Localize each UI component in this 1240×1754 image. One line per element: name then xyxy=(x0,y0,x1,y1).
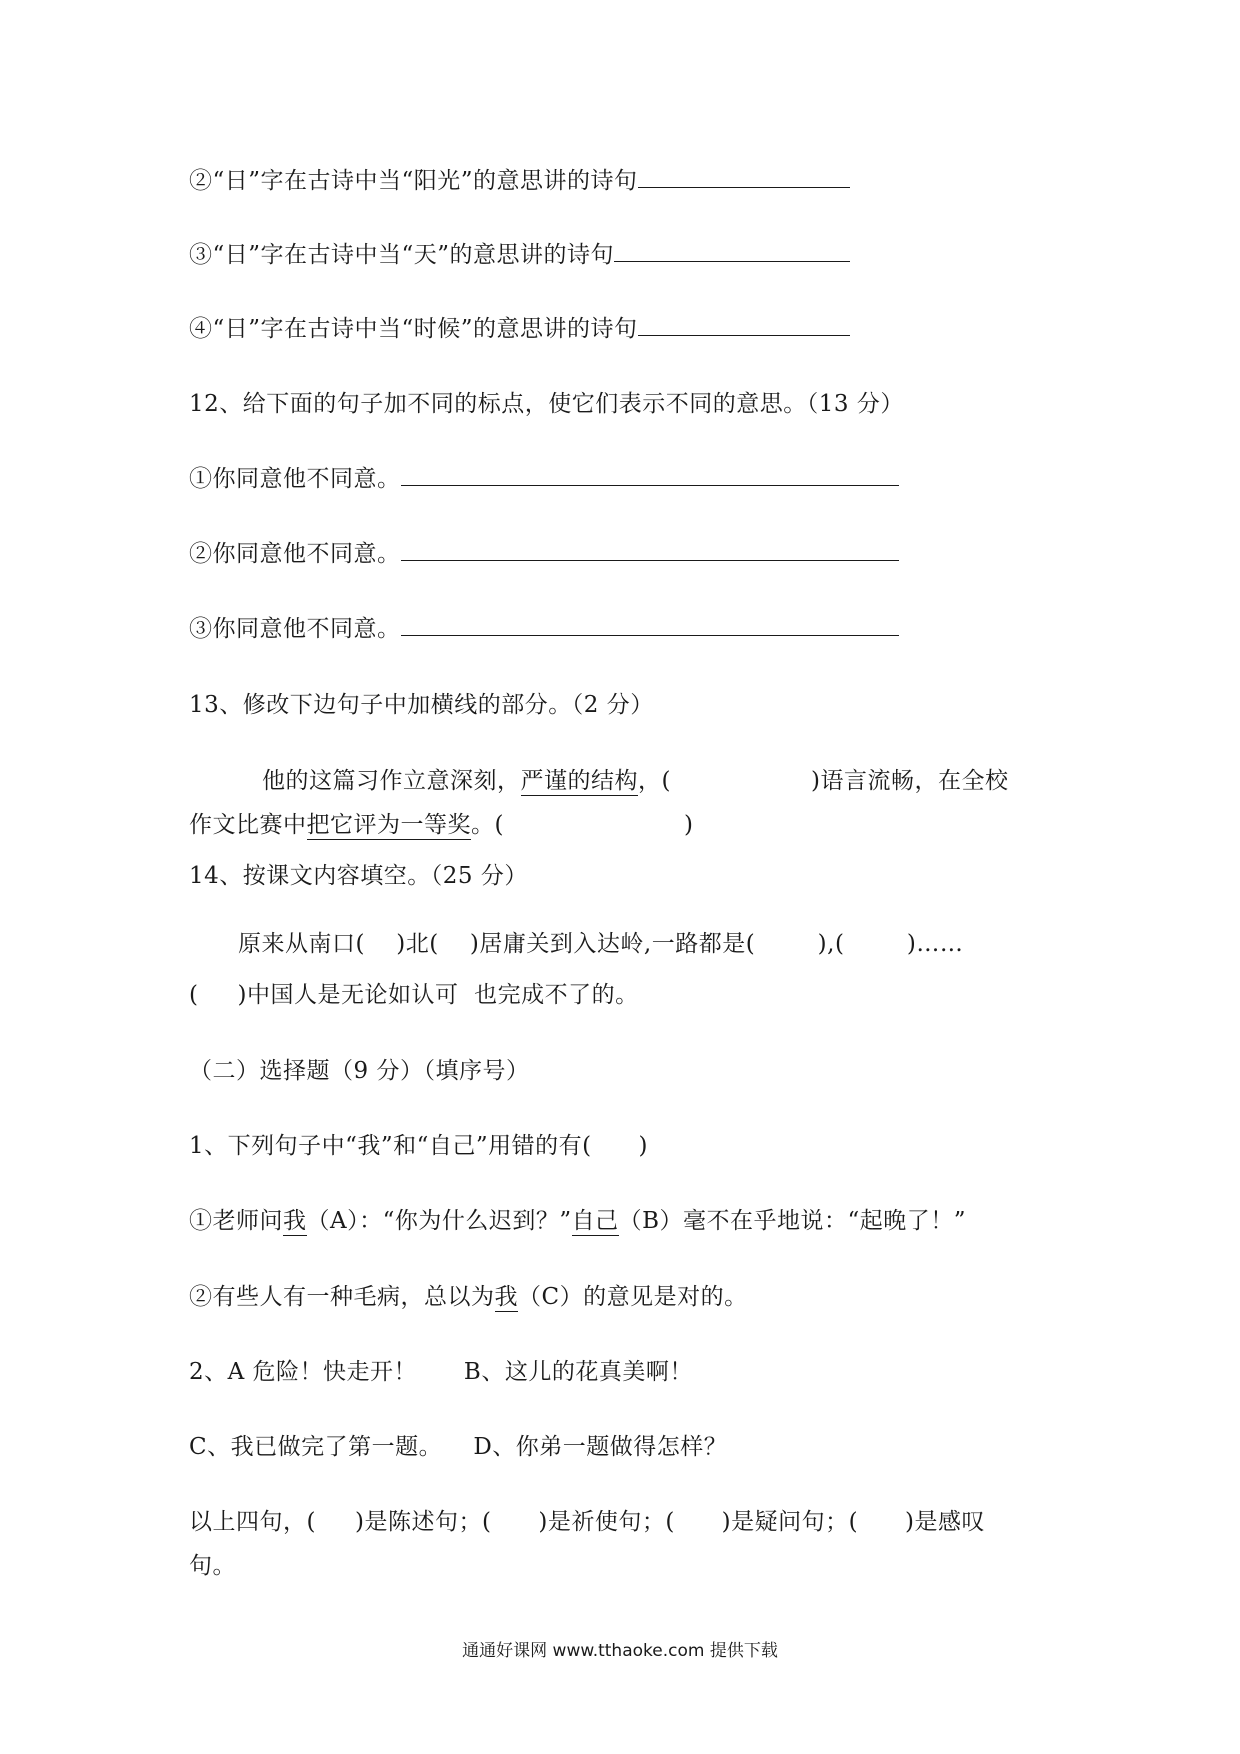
choice-q1-title: 1、下列句子中“我”和“自己”用错的有( ) xyxy=(189,1133,648,1159)
q12-item-1-text: ①你同意他不同意。 xyxy=(189,466,401,492)
q14-title: 14、按课文内容填空。（25 分） xyxy=(189,863,528,889)
answer-blank[interactable] xyxy=(638,313,850,336)
answer-blank[interactable] xyxy=(401,463,899,486)
choice-q2-line-3: 以上四句，( )是陈述句；( )是祈使句；( )是疑问句；( )是感叹 xyxy=(189,1509,985,1535)
q11-item-2 xyxy=(189,162,850,195)
q13-text: 他的这篇习作立意深刻， xyxy=(262,768,521,794)
q13-underlined-part-2: 把它评为一等奖 xyxy=(306,812,471,838)
q11-item-4 xyxy=(189,310,850,343)
q12-item-3-text: ③你同意他不同意。 xyxy=(189,616,401,642)
answer-blank[interactable] xyxy=(401,538,899,561)
q12-item-3 xyxy=(189,610,899,643)
q13-underlined-part-1: 严谨的结构 xyxy=(520,768,638,794)
choice-q1-text: （B）毫不在乎地说：“起晚了！” xyxy=(618,1208,967,1234)
section-2-title: （二）选择题（9 分）（填序号） xyxy=(189,1058,530,1084)
answer-blank[interactable] xyxy=(614,239,850,262)
choice-q1-text: （A）：“你为什么迟到？” xyxy=(306,1208,572,1234)
q14-line-2: ( )中国人是无论如认可 也完成不了的。 xyxy=(189,982,639,1008)
q11-item-2-text: ②“日”字在古诗中当“阳光”的意思讲的诗句 xyxy=(189,168,638,194)
choice-q2-line-2: C、我已做完了第一题。 D、你弟一题做得怎样？ xyxy=(189,1434,728,1460)
q13-text: 。( xyxy=(471,812,504,838)
q13-sentence-line-1 xyxy=(262,762,1008,795)
choice-q1-text: ②有些人有一种毛病，总以为 xyxy=(189,1284,495,1310)
underlined-word-wo: 我 xyxy=(494,1284,518,1310)
q12-title: 12、给下面的句子加不同的标点，使它们表示不同的意思。（13 分） xyxy=(189,391,904,417)
answer-blank[interactable] xyxy=(638,165,850,188)
q13-text: 作文比赛中 xyxy=(189,812,307,838)
underlined-word-ziji: 自己 xyxy=(571,1208,619,1234)
choice-q1-text: （C）的意见是对的。 xyxy=(518,1284,748,1310)
q13-text: )语言流畅，在全校 xyxy=(810,768,1009,794)
q13-text: ) xyxy=(683,812,694,838)
q12-item-2-text: ②你同意他不同意。 xyxy=(189,541,401,567)
q14-line-1: 原来从南口( )北( )居庸关到入达岭,一路都是( ),( )…… xyxy=(238,931,964,957)
q11-item-3 xyxy=(189,236,850,269)
page-footer: 通通好课网 www.tthaoke.com 提供下载 xyxy=(462,1641,778,1661)
underlined-word-wo: 我 xyxy=(283,1208,307,1234)
q11-item-4-text: ④“日”字在古诗中当“时候”的意思讲的诗句 xyxy=(189,316,638,342)
q13-sentence-line-2 xyxy=(189,806,693,839)
q13-text: ，( xyxy=(638,768,671,794)
choice-q1-text: ①老师问 xyxy=(189,1208,283,1234)
choice-q2-line-4: 句。 xyxy=(189,1553,236,1579)
q12-item-2 xyxy=(189,535,899,568)
q13-title: 13、修改下边句子中加横线的部分。（2 分） xyxy=(189,692,654,718)
q11-item-3-text: ③“日”字在古诗中当“天”的意思讲的诗句 xyxy=(189,242,615,268)
choice-q1-item-2 xyxy=(189,1278,748,1311)
answer-blank[interactable] xyxy=(401,613,899,636)
choice-q2-line-1: 2、A 危险！快走开！ B、这儿的花真美啊！ xyxy=(189,1359,693,1385)
choice-q1-item-1 xyxy=(189,1202,966,1235)
q12-item-1 xyxy=(189,460,899,493)
